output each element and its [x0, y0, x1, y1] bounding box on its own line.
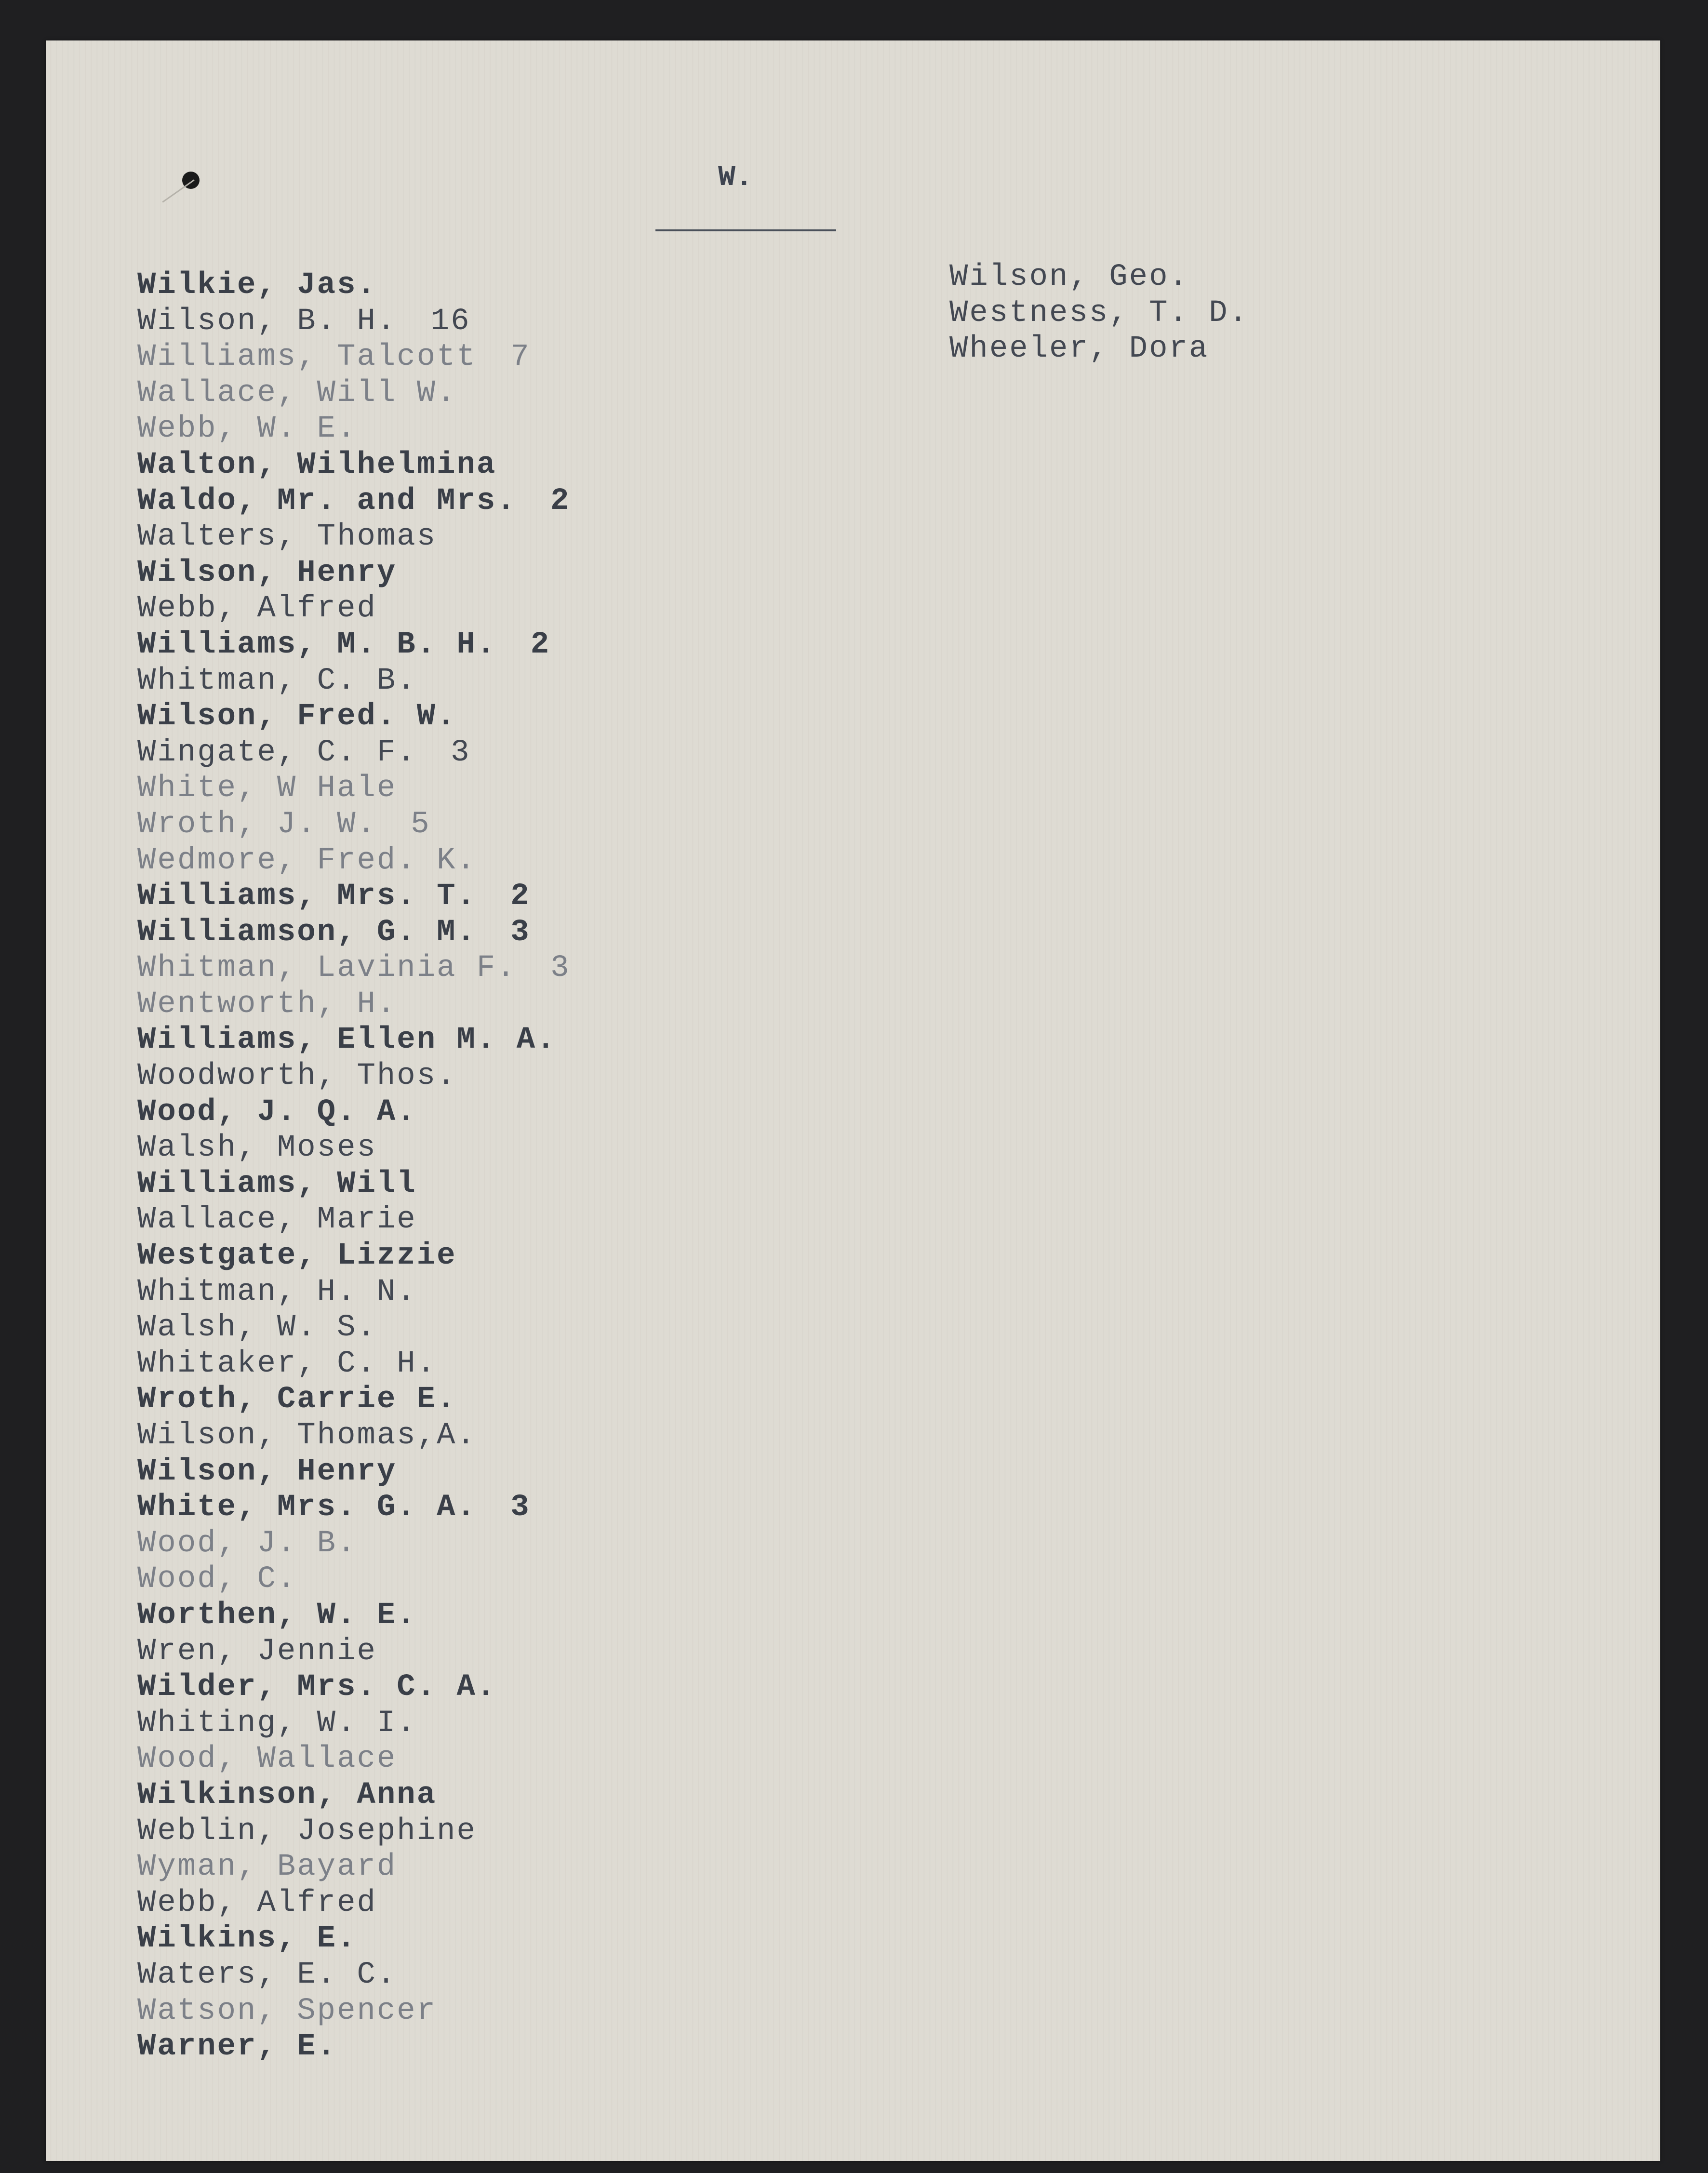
list-item: [137, 1957, 571, 1993]
section-letter-heading: W.: [718, 161, 753, 194]
entry-name: Whitman, H. N.: [137, 1274, 417, 1309]
entry-name: Watson, Spencer: [137, 1993, 437, 2028]
list-item: [137, 1849, 571, 1885]
right-name-column: [949, 259, 1249, 367]
entry-count: 16: [430, 304, 471, 339]
entry-name: Wilson, B. H.: [137, 304, 397, 339]
entry-name: Wingate, C. F.: [137, 735, 417, 770]
list-item: [137, 1022, 571, 1058]
list-item: [137, 1813, 571, 1850]
list-item: [137, 375, 571, 412]
list-item: [137, 950, 571, 987]
entry-name: Walton, Wilhelmina: [137, 447, 497, 482]
entry-name: Weblin, Josephine: [137, 1813, 477, 1849]
list-item: [137, 267, 571, 304]
list-item: [137, 411, 571, 447]
list-item: [137, 771, 571, 807]
list-item: [137, 735, 571, 771]
list-item: [137, 1561, 571, 1598]
entry-name: Wroth, Carrie E.: [137, 1382, 457, 1417]
entry-count: 3: [510, 915, 531, 950]
entry-count: 5: [411, 807, 431, 842]
entry-name: Webb, Alfred: [137, 591, 377, 627]
list-item: [137, 1454, 571, 1490]
list-item: [137, 1058, 571, 1094]
left-name-column: [137, 267, 571, 2065]
entry-count: 3: [550, 951, 571, 986]
entry-name: Wood, J. B.: [137, 1526, 357, 1561]
list-item: [137, 1274, 571, 1310]
entry-name: Wood, J. Q. A.: [137, 1094, 417, 1130]
entry-name: Wilson, Thomas,A.: [137, 1418, 477, 1453]
entry-name: Westgate, Lizzie: [137, 1239, 457, 1274]
entry-name: Wyman, Bayard: [137, 1850, 397, 1885]
entry-name: Walters, Thomas: [137, 520, 437, 555]
list-item: [137, 1166, 571, 1202]
entry-name: Whitaker, C. H.: [137, 1346, 437, 1381]
heading-underline: [655, 229, 836, 231]
entry-name: Warner, E.: [137, 2029, 337, 2065]
entry-name: Wroth, J. W.: [137, 807, 377, 842]
entry-name: Webb, Alfred: [137, 1885, 377, 1920]
list-item: [137, 1310, 571, 1346]
entry-count: 3: [451, 735, 471, 770]
list-item: [137, 1382, 571, 1418]
list-item: [137, 591, 571, 627]
list-item: [949, 331, 1249, 367]
list-item: [137, 915, 571, 951]
list-item: [137, 1094, 571, 1131]
entry-name: Woodworth, Thos.: [137, 1059, 457, 1094]
list-item: [137, 555, 571, 591]
entry-name: Wilson, Henry: [137, 555, 397, 590]
list-item: [949, 295, 1249, 332]
entry-name: Wilder, Mrs. C. A.: [137, 1670, 497, 1705]
entry-name: Williams, Talcott: [137, 340, 477, 375]
entry-name: Wedmore, Fred. K.: [137, 843, 477, 878]
entry-name: Wheeler, Dora: [949, 332, 1209, 367]
entry-name: Williamson, G. M.: [137, 915, 477, 950]
entry-name: Walsh, Moses: [137, 1131, 377, 1166]
list-item: [137, 1202, 571, 1238]
list-item: [137, 1238, 571, 1274]
entry-name: Wilson, Henry: [137, 1454, 397, 1489]
entry-name: Wren, Jennie: [137, 1634, 377, 1669]
entry-name: Wallace, Will W.: [137, 375, 457, 411]
entry-name: Webb, W. E.: [137, 412, 357, 447]
entry-name: Westness, T. D.: [949, 295, 1249, 331]
list-item: [137, 1706, 571, 1742]
entry-name: Wilson, Geo.: [949, 260, 1189, 294]
list-item: [137, 304, 571, 340]
entry-count: 3: [510, 1490, 531, 1525]
list-item: [137, 339, 571, 375]
list-item: [137, 627, 571, 663]
list-item: [137, 1346, 571, 1382]
list-item: [137, 987, 571, 1023]
entry-name: Whiting, W. I.: [137, 1706, 417, 1741]
entry-name: White, W Hale: [137, 771, 397, 806]
entry-name: Wood, Wallace: [137, 1742, 397, 1777]
list-item: [137, 519, 571, 555]
list-item: [137, 447, 571, 483]
list-item: [137, 1921, 571, 1957]
list-item: [137, 843, 571, 879]
list-item: [949, 259, 1249, 295]
list-item: [137, 807, 571, 843]
list-item: [137, 879, 571, 915]
list-item: [137, 1598, 571, 1634]
entry-name: Wilkins, E.: [137, 1921, 357, 1957]
list-item: [137, 699, 571, 735]
entry-count: 7: [510, 340, 531, 375]
entry-name: Whitman, Lavinia F.: [137, 951, 517, 986]
list-item: [137, 1526, 571, 1562]
entry-name: Whitman, C. B.: [137, 663, 417, 698]
list-item: [137, 1418, 571, 1454]
list-item: [137, 1777, 571, 1813]
entry-name: Wentworth, H.: [137, 987, 397, 1022]
entry-name: Williams, M. B. H.: [137, 627, 497, 662]
entry-count: 2: [530, 627, 551, 662]
list-item: [137, 483, 571, 520]
entry-name: Waters, E. C.: [137, 1957, 397, 1992]
entry-name: Wilson, Fred. W.: [137, 699, 457, 734]
entry-name: Williams, Mrs. T.: [137, 879, 477, 914]
entry-name: Worthen, W. E.: [137, 1598, 417, 1633]
entry-name: Waldo, Mr. and Mrs.: [137, 483, 517, 519]
list-item: [137, 1634, 571, 1670]
entry-name: Wood, C.: [137, 1562, 297, 1597]
list-item: [137, 663, 571, 699]
entry-name: Wilkie, Jas.: [137, 268, 377, 303]
list-item: [137, 1741, 571, 1777]
list-item: [137, 1490, 571, 1526]
list-item: [137, 1669, 571, 1706]
entry-name: Walsh, W. S.: [137, 1310, 377, 1346]
entry-name: Wallace, Marie: [137, 1202, 417, 1238]
entry-count: 2: [510, 879, 531, 914]
list-item: [137, 1885, 571, 1921]
entry-count: 2: [550, 483, 571, 519]
entry-name: Wilkinson, Anna: [137, 1777, 437, 1813]
entry-name: White, Mrs. G. A.: [137, 1490, 477, 1525]
list-item: [137, 2029, 571, 2065]
entry-name: Williams, Will: [137, 1166, 417, 1201]
list-item: [137, 1130, 571, 1166]
list-item: [137, 1993, 571, 2029]
entry-name: Williams, Ellen M. A.: [137, 1023, 557, 1058]
